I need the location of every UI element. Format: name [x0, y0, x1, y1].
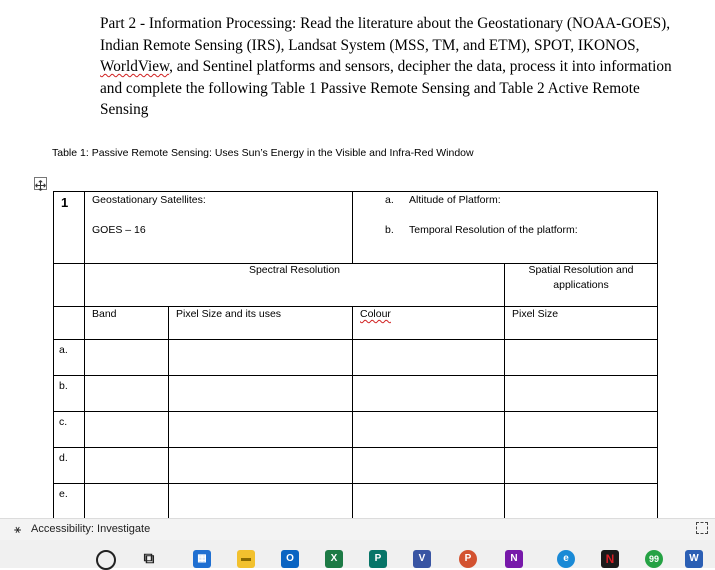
publisher-icon[interactable]: P: [369, 550, 387, 568]
altitude-marker: a.: [385, 194, 394, 206]
netflix-icon[interactable]: N: [601, 550, 619, 568]
spectral-resolution-header: Spectral Resolution: [248, 264, 341, 276]
temporal-marker: b.: [385, 224, 394, 236]
outlook-icon[interactable]: O: [281, 550, 299, 568]
column-band: Band: [92, 308, 117, 320]
whatsapp-icon[interactable]: 99: [645, 550, 663, 568]
temporal-label: Temporal Resolution of the platform:: [409, 224, 578, 236]
column-colour[interactable]: Colour: [360, 308, 391, 320]
passive-remote-sensing-table: [53, 191, 658, 518]
search-icon[interactable]: [96, 550, 116, 570]
satellite-name: GOES – 16: [92, 224, 146, 236]
paragraph-text-end: , and Sentinel platforms and sensors, decipher the data, process it into information and complete the following Table 1 Passive Remote Sensing and Table 2 Active Remote Sensing: [100, 58, 672, 119]
row-label-c: c.: [59, 416, 68, 428]
taskbar: [0, 540, 715, 568]
column-pixel-size-uses: Pixel Size and its uses: [176, 308, 282, 320]
column-pixel-size: Pixel Size: [512, 308, 559, 320]
focus-mode-icon[interactable]: [696, 522, 708, 534]
row-label-b: b.: [59, 380, 68, 392]
onenote-icon[interactable]: N: [505, 550, 523, 568]
satellites-label: Geostationary Satellites:: [92, 194, 206, 206]
visio-icon[interactable]: V: [413, 550, 431, 568]
move-arrows-icon: [35, 180, 46, 191]
status-bar: [0, 518, 715, 540]
altitude-label: Altitude of Platform:: [409, 194, 501, 206]
store-icon[interactable]: ▦: [193, 550, 211, 568]
excel-icon[interactable]: X: [325, 550, 343, 568]
word-icon[interactable]: W: [685, 550, 703, 568]
accessibility-person-icon: ⚹: [14, 522, 22, 536]
row-number: 1: [61, 195, 69, 210]
task-view-icon[interactable]: ⧉: [143, 550, 155, 567]
row-label-a: a.: [59, 344, 68, 356]
instruction-paragraph: [100, 13, 675, 121]
accessibility-status[interactable]: Accessibility: Investigate: [31, 523, 151, 535]
table-caption: Table 1: Passive Remote Sensing: Uses Sun’s Energy in the Visible and Infra-Red Window: [52, 147, 474, 159]
paragraph-text-start: Part 2 - Information Processing: Read the literature about the Geostationary (NOAA-GOES), Indian Remote Sensing (IRS), Landsat System (MSS, TM, and ETM), SPOT, IKONOS,: [100, 15, 671, 54]
row-label-e: e.: [59, 488, 68, 500]
spatial-resolution-header: Spatial Resolution and applications: [528, 264, 634, 291]
row-label-d: d.: [59, 452, 68, 464]
spelling-flagged-word[interactable]: WorldView: [100, 58, 170, 76]
file-explorer-icon[interactable]: ▬: [237, 550, 255, 568]
table-move-handle[interactable]: [34, 177, 47, 190]
powerpoint-icon[interactable]: P: [459, 550, 477, 568]
edge-icon[interactable]: e: [557, 550, 575, 568]
